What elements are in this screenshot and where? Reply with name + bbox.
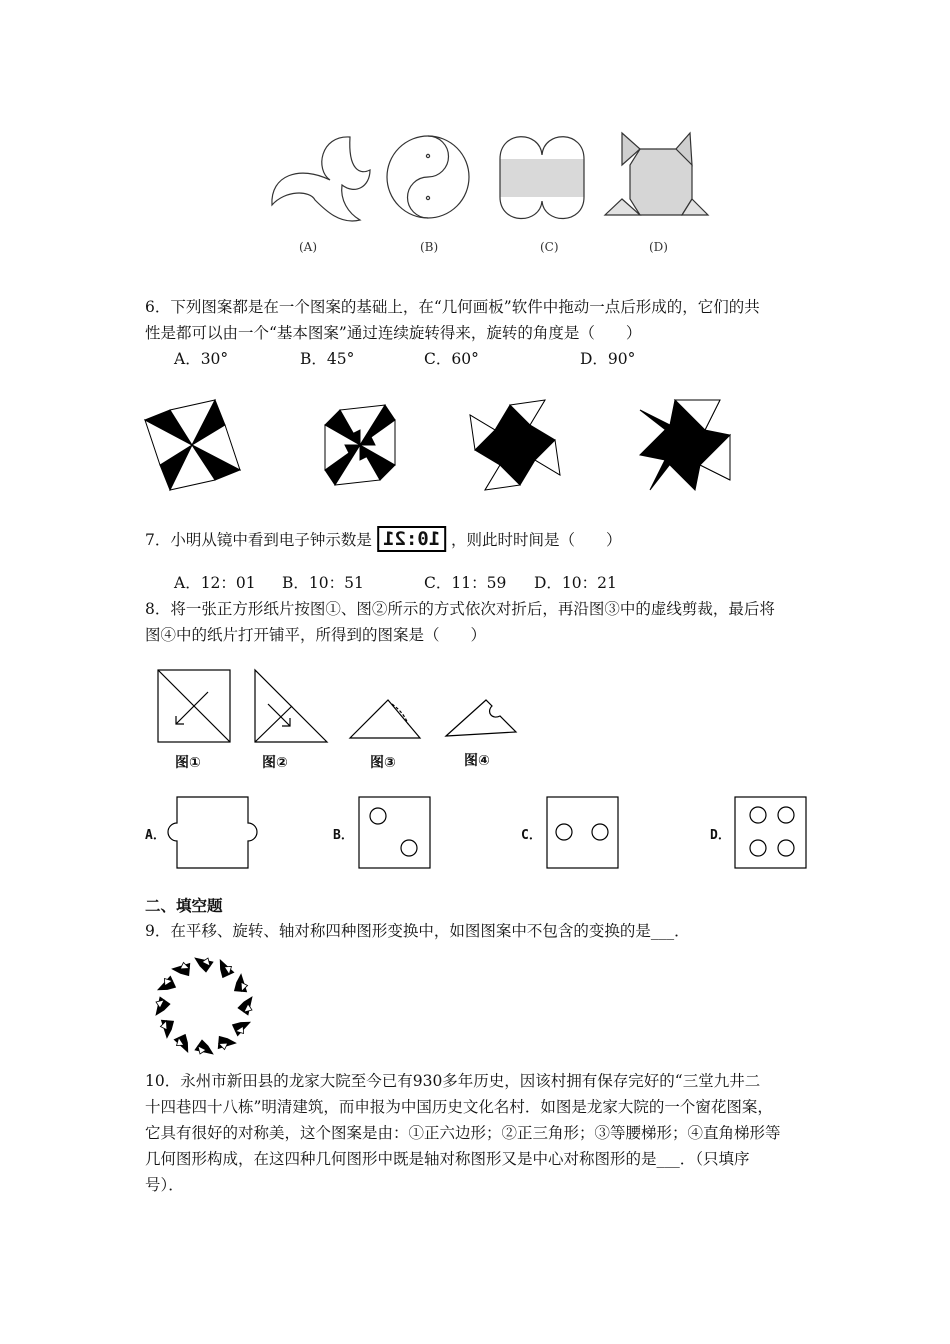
option-c-figure [547,797,618,868]
option-b-figure [359,797,430,868]
q6-pinwheel-figures [140,395,740,500]
q5-figures [260,125,720,235]
q8-fig-label-2: 图② [262,755,288,771]
swirl-figure-a [272,137,370,221]
octagon-figure-d [605,133,708,215]
q9-ring-pattern [142,950,267,1062]
q10-line-4: 几何图形构成，在这四种几何图形中既是轴对称图形又是中心对称图形的是___．（只填序 [145,1150,750,1168]
q9-text: 9．在平移、旋转、轴对称四种图形变换中，如图图案中不包含的变换的是___． [145,922,690,940]
q8-option-label-b: B． [333,828,354,843]
q8-fig-label-4: 图④ [464,753,490,769]
rounded-figure-c [500,137,584,219]
pinwheel-figure-1 [145,400,240,490]
q10-line-5: 号）． [145,1176,184,1194]
q6-line-1: 6．下列图案都是在一个图案的基础上，在“几何画板”软件中拖动一点后形成的，它们的共 [145,298,760,316]
option-d-figure [735,797,806,868]
q7-option-b: B．10：51 [282,574,364,592]
q5-label-d: (D) [649,240,668,254]
q7-option-c: C．11：59 [424,574,507,592]
q8-fig-label-1: 图① [175,755,201,771]
q6-option-d: D．90° [580,350,636,368]
q8-fig-label-3: 图③ [370,755,396,771]
q8-option-label-a: A． [145,828,166,843]
q7-stem [145,526,621,553]
q7-suffix: ，则此时时间是（ ） [450,531,622,549]
pinwheel-figure-3 [470,400,560,490]
q7-option-d: D．10：21 [534,574,617,592]
q8-option-label-c: C． [521,828,542,843]
q8-line-1: 8．将一张正方形纸片按图①、图②所示的方式依次对折后，再沿图③中的虚线剪裁，最后将 [145,600,775,618]
yinyang-figure-b [387,136,469,218]
pinwheel-figure-2 [325,405,395,485]
q7-prefix: 7．小明从镜中看到电子钟示数是 [145,531,372,549]
q6-option-b: B．45° [300,350,355,368]
fold-step-4 [446,700,516,736]
fold-step-2 [255,670,327,742]
q8-option-figures [160,790,820,880]
q6-option-c: C．60° [424,350,479,368]
ring-pattern-motifs [156,958,252,1054]
q6-option-a: A．30° [174,350,229,368]
q5-label-b: (B) [420,240,439,254]
option-a-figure [168,797,257,868]
q7-option-a: A．12：01 [174,574,256,592]
q10-line-3: 它具有很好的对称美，这个图案是由：①正六边形；②正三角形；③等腰梯形；④直角梯形等 [145,1124,781,1142]
q8-folding-steps [150,662,530,752]
mirrored-clock-display: 10:21 [377,526,446,552]
fold-step-3 [350,700,420,738]
q5-label-a: (A) [299,240,318,254]
q8-option-label-d: D． [710,828,731,843]
q5-label-c: (C) [540,240,559,254]
q10-line-1: 10．永州市新田县的龙家大院至今已有930多年历史，因该村拥有保存完好的“三堂九井二 [145,1072,761,1090]
q6-line-2: 性是都可以由一个“基本图案”通过连续旋转得来，旋转的角度是（ ） [145,324,642,342]
q10-line-2: 十四巷四十八栋”明清建筑，而申报为中国历史文化名村．如图是龙家大院的一个窗花图案， [145,1098,773,1116]
pinwheel-figure-4 [640,400,730,490]
q8-line-2: 图④中的纸片打开铺平，所得到的图案是（ ） [145,626,487,644]
fold-step-1 [158,670,230,742]
section-2-title: 二、填空题 [145,896,223,915]
